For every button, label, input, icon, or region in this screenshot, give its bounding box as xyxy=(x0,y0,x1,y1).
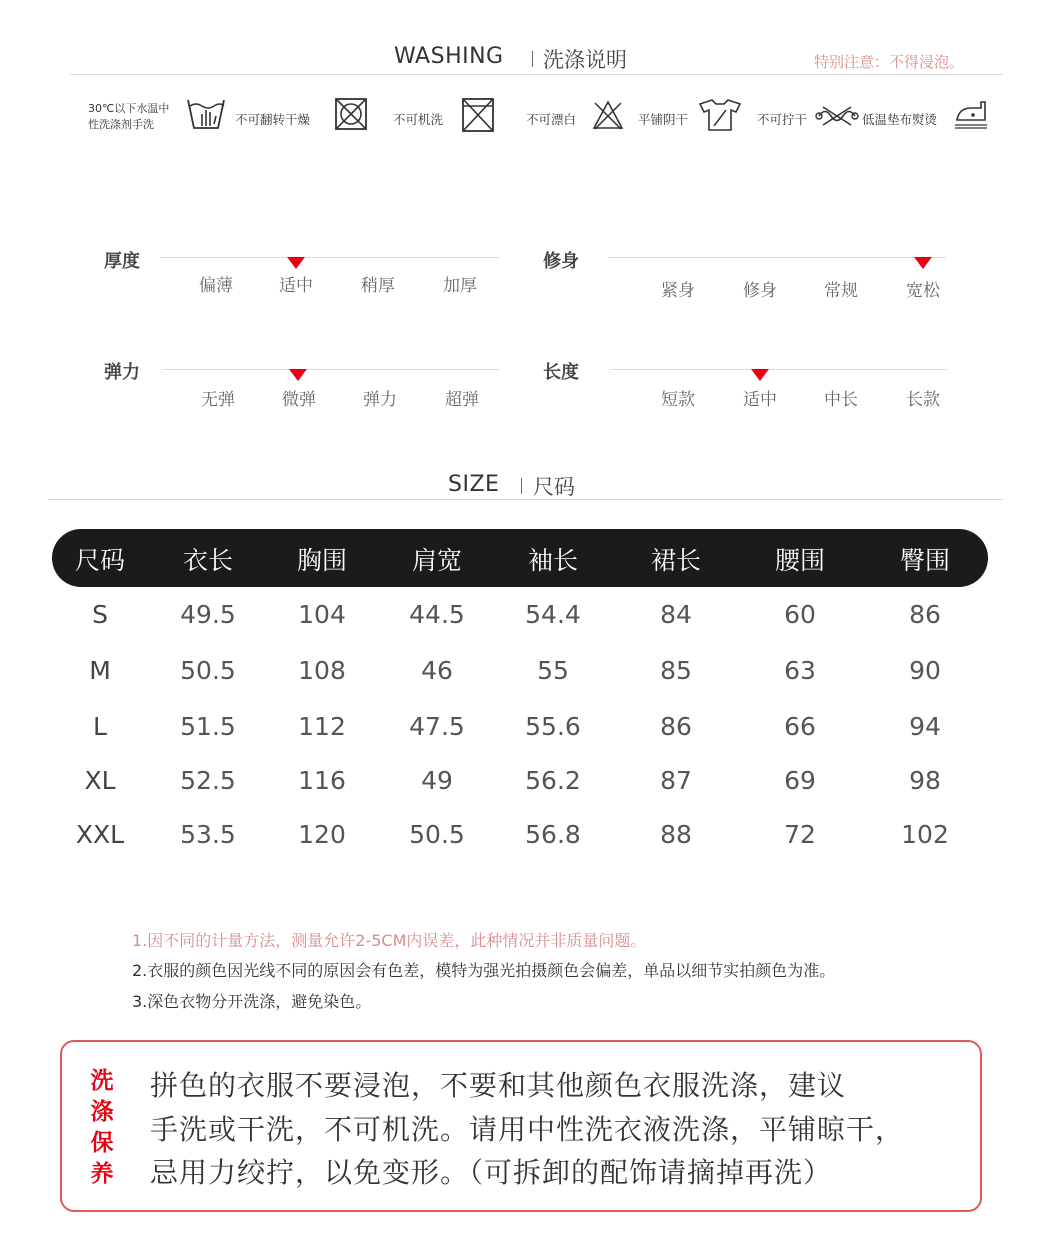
size-title-cn: 尺码 xyxy=(533,475,575,499)
table-cell: 90 xyxy=(909,656,941,685)
fit-scale-line xyxy=(608,257,946,258)
thickness-option: 稍厚 xyxy=(361,276,395,296)
table-header-cell: 尺码 xyxy=(74,546,125,575)
fit-option: 修身 xyxy=(743,281,777,301)
table-cell: 98 xyxy=(909,766,941,795)
table-cell: 63 xyxy=(784,656,816,685)
thickness-title: 厚度 xyxy=(104,251,140,272)
care-label-char: 养 xyxy=(90,1161,114,1187)
size-title-en: SIZE xyxy=(448,472,500,497)
hand-wash-label: 30℃以下水温中 性洗涤剂手洗 xyxy=(88,102,170,131)
care-text-line: 忌用力绞拧，以免变形。（可拆卸的配饰请摘掉再洗） xyxy=(150,1156,833,1189)
table-header-cell: 衣长 xyxy=(182,546,233,575)
table-header-cell: 腰围 xyxy=(774,546,825,575)
thickness-scale-line xyxy=(160,257,500,258)
washing-title-en: WASHING xyxy=(394,44,504,69)
table-header-cell: 胸围 xyxy=(296,546,347,575)
length-scale-line xyxy=(611,369,947,370)
thickness-option: 偏薄 xyxy=(199,276,233,296)
low-iron-label: 低温垫布熨烫 xyxy=(862,112,938,127)
low-iron-icon xyxy=(953,98,989,130)
no-bleach-label: 不可漂白 xyxy=(526,112,577,127)
no-bleach-icon xyxy=(592,100,624,130)
elasticity-option: 弹力 xyxy=(363,390,397,410)
care-text-line: 拼色的衣服不要浸泡，不要和其他颜色衣服洗涤，建议 xyxy=(150,1069,847,1102)
table-cell: 46 xyxy=(421,656,453,685)
table-cell: 49.5 xyxy=(180,600,236,629)
table-header-cell: 肩宽 xyxy=(411,546,462,575)
table-cell: 84 xyxy=(660,600,692,629)
table-cell: 53.5 xyxy=(180,820,236,849)
table-cell: 60 xyxy=(784,600,816,629)
washing-divider xyxy=(70,74,1003,75)
elasticity-option: 超弹 xyxy=(445,390,479,410)
elasticity-selected-marker xyxy=(289,369,307,381)
length-option: 短款 xyxy=(661,390,695,410)
note-3: 3.深色衣物分开洗涤，避免染色。 xyxy=(132,992,372,1011)
no-tumble-dry-icon xyxy=(334,97,368,131)
table-cell: 50.5 xyxy=(409,820,465,849)
thickness-option: 适中 xyxy=(279,276,313,296)
table-cell: 104 xyxy=(298,600,346,629)
table-cell: 55.6 xyxy=(525,712,581,741)
size-label-cell: XL xyxy=(84,766,116,795)
no-machine-wash-icon xyxy=(461,97,495,133)
table-cell: 66 xyxy=(784,712,816,741)
fit-option: 宽松 xyxy=(906,281,940,301)
care-label-char: 保 xyxy=(90,1130,114,1156)
table-cell: 120 xyxy=(298,820,346,849)
table-cell: 88 xyxy=(660,820,692,849)
fit-title: 修身 xyxy=(543,251,579,272)
care-label-char: 洗 xyxy=(90,1068,114,1094)
table-cell: 86 xyxy=(660,712,692,741)
elasticity-option: 无弹 xyxy=(201,390,235,410)
length-option: 长款 xyxy=(906,390,940,410)
elasticity-scale-line xyxy=(163,369,500,370)
no-wring-icon xyxy=(815,105,859,127)
table-cell: 47.5 xyxy=(409,712,465,741)
length-title: 长度 xyxy=(543,362,579,383)
fit-option: 紧身 xyxy=(661,281,695,301)
elasticity-title: 弹力 xyxy=(104,362,140,383)
table-header-cell: 袖长 xyxy=(527,546,578,575)
note-1: 1.因不同的计量方法，测量允许2-5CM内误差，此种情况并非质量问题。 xyxy=(132,931,647,950)
fit-option: 常规 xyxy=(824,281,858,301)
no-tumble-dry-label: 不可翻转干燥 xyxy=(235,112,311,127)
table-cell: 55 xyxy=(537,656,569,685)
table-cell: 87 xyxy=(660,766,692,795)
care-label-char: 涤 xyxy=(90,1099,114,1125)
washing-notice: 特别注意：不得浸泡。 xyxy=(814,53,965,71)
table-cell: 56.8 xyxy=(525,820,581,849)
table-cell: 102 xyxy=(901,820,949,849)
table-cell: 116 xyxy=(298,766,346,795)
length-option: 适中 xyxy=(743,390,777,410)
fit-selected-marker xyxy=(914,257,932,269)
flat-dry-icon xyxy=(698,98,742,132)
size-label-cell: L xyxy=(93,712,107,741)
table-cell: 112 xyxy=(298,712,346,741)
washing-title-separator xyxy=(532,51,533,67)
table-cell: 49 xyxy=(421,766,453,795)
table-cell: 69 xyxy=(784,766,816,795)
table-cell: 54.4 xyxy=(525,600,581,629)
thickness-option: 加厚 xyxy=(443,276,477,296)
table-cell: 86 xyxy=(909,600,941,629)
size-label-cell: M xyxy=(89,656,111,685)
table-cell: 56.2 xyxy=(525,766,581,795)
no-wring-label: 不可拧干 xyxy=(757,112,808,127)
care-label xyxy=(89,1066,115,1190)
table-cell: 44.5 xyxy=(409,600,465,629)
no-machine-wash-label: 不可机洗 xyxy=(393,112,444,127)
washing-title-cn: 洗涤说明 xyxy=(543,48,627,72)
size-title-separator xyxy=(521,478,522,494)
table-cell: 72 xyxy=(784,820,816,849)
care-text-line: 手洗或干洗，不可机洗。请用中性洗衣液洗涤，平铺晾干， xyxy=(150,1113,905,1146)
table-header-cell: 臀围 xyxy=(899,546,950,575)
length-option: 中长 xyxy=(824,390,858,410)
length-selected-marker xyxy=(751,369,769,381)
table-cell: 85 xyxy=(660,656,692,685)
flat-dry-label: 平铺阴干 xyxy=(638,112,689,127)
table-cell: 94 xyxy=(909,712,941,741)
note-2: 2.衣服的颜色因光线不同的原因会有色差，模特为强光拍摄颜色会偏差，单品以细节实拍颜色为准。 xyxy=(132,961,836,980)
hand-wash-icon xyxy=(186,96,226,132)
elasticity-option: 微弹 xyxy=(282,390,316,410)
size-label-cell: S xyxy=(92,600,108,629)
table-cell: 51.5 xyxy=(180,712,236,741)
size-label-cell: XXL xyxy=(75,820,125,849)
table-cell: 108 xyxy=(298,656,346,685)
thickness-selected-marker xyxy=(287,257,305,269)
table-cell: 50.5 xyxy=(180,656,236,685)
table-header-cell: 裙长 xyxy=(650,546,701,575)
table-cell: 52.5 xyxy=(180,766,236,795)
size-divider xyxy=(48,499,1003,500)
